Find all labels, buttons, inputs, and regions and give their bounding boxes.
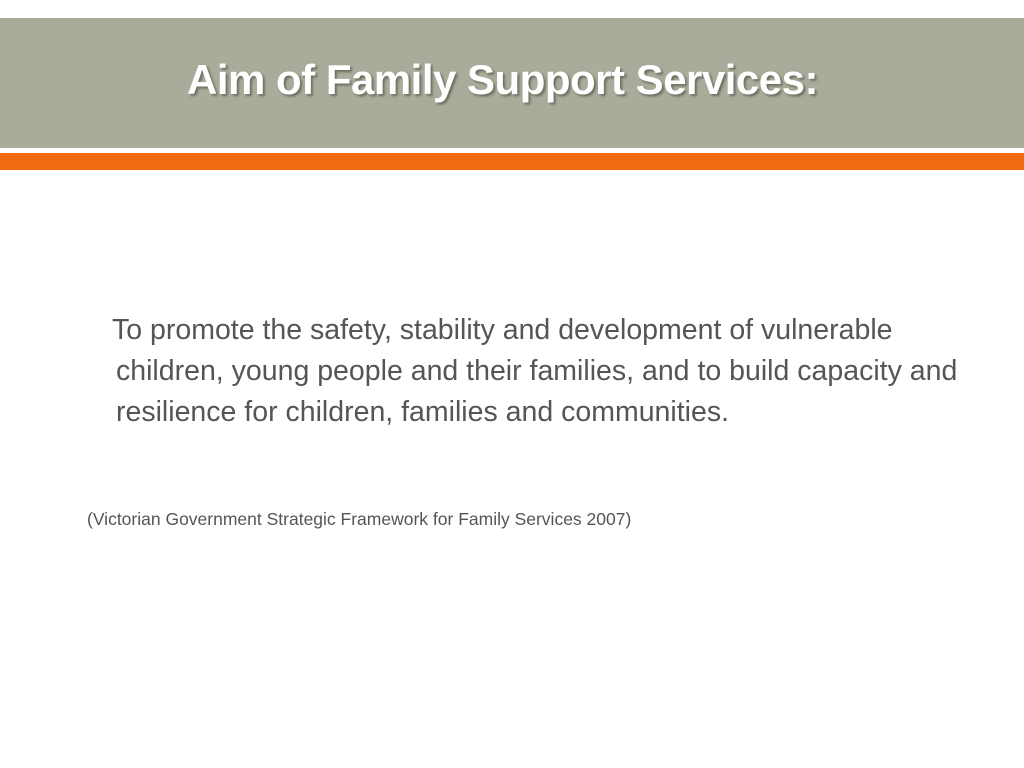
slide-title: Aim of Family Support Services: <box>187 56 818 103</box>
citation-text: (Victorian Government Strategic Framework for Family Services 2007) <box>87 509 632 529</box>
title-band <box>0 18 1024 148</box>
body-paragraph: To promote the safety, stability and development of vulnerable children, young people and their families, and to build capacity and resilience for children, families and communities. <box>112 314 958 428</box>
accent-bar <box>0 153 1024 170</box>
